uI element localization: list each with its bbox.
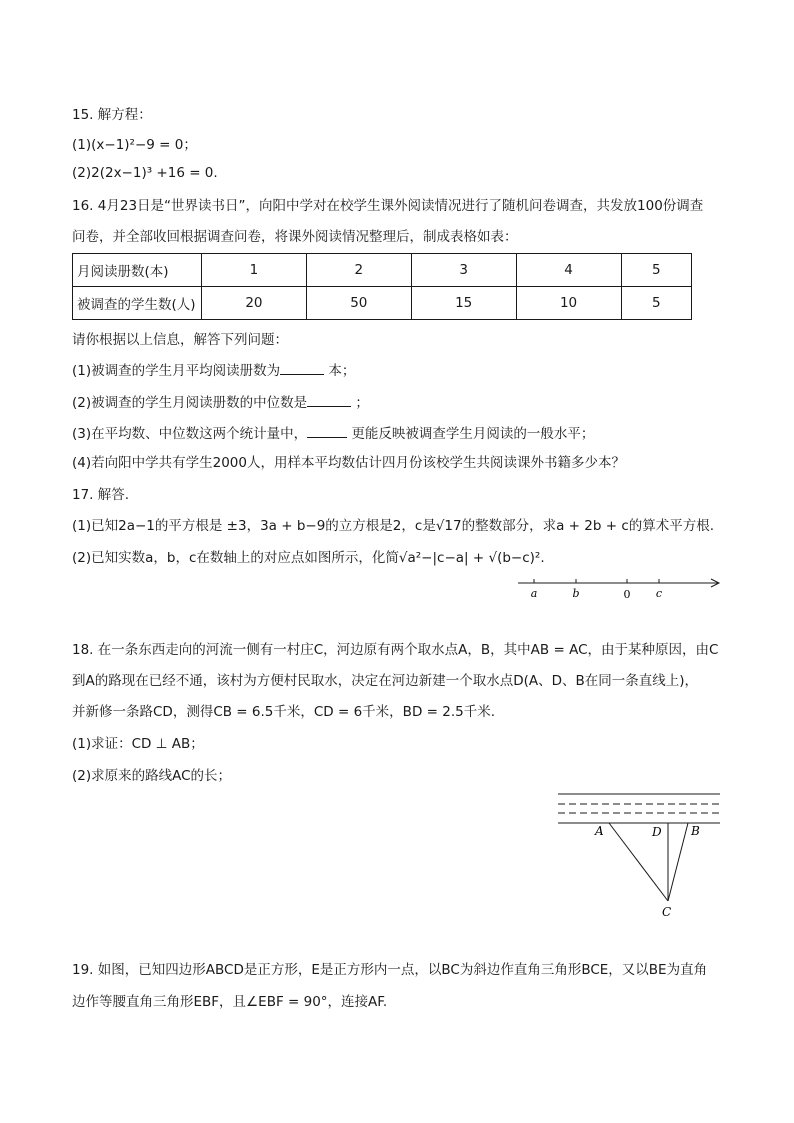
q15-part2: (2)2(2x−1)³ +16 = 0. <box>72 165 218 181</box>
q17-part2: (2)已知实数a，b，c在数轴上的对应点如图所示，化简√a²−|c−a| + √(b−c)². <box>72 550 545 566</box>
answer-blank <box>307 423 347 438</box>
table-cell: 1 <box>202 254 307 287</box>
answer-blank <box>307 392 351 407</box>
q18-line2: 到A的路现在已经不通，该村为方便村民取水，决定在河边新建一个取水点D(A、D、B在同一条直线上)， <box>72 673 699 689</box>
label-c: c <box>655 587 663 600</box>
table-cell: 20 <box>202 287 307 320</box>
q18-line3: 并新修一条路CD，测得CB = 6.5千米，CD = 6千米，BD = 2.5千米. <box>72 704 495 720</box>
point-c-label: C <box>662 905 672 919</box>
q16-part2-tail: ； <box>351 395 369 411</box>
table-cell: 4 <box>516 254 621 287</box>
river-figure <box>550 788 730 923</box>
table-row-label: 被调查的学生数(人) <box>73 287 202 320</box>
q18-part1: (1)求证：CD ⊥ AB； <box>72 736 204 752</box>
q17-title: 17. 解答. <box>72 487 130 503</box>
q16-part3 <box>72 423 594 444</box>
q16-part2 <box>72 392 369 413</box>
q19-line2: 边作等腰直角三角形EBF，且∠EBF = 90°，连接AF. <box>72 994 388 1010</box>
answer-blank <box>280 360 324 375</box>
q15-title: 15. 解方程： <box>72 107 152 123</box>
q15-part1: (1)(x−1)²−9 = 0； <box>72 137 197 153</box>
reading-survey-table <box>72 253 692 320</box>
table-cell: 10 <box>516 287 621 320</box>
number-line-figure <box>510 572 730 604</box>
q16-part2-text: (2)被调查的学生月阅读册数的中位数是 <box>72 395 308 411</box>
table-cell: 15 <box>411 287 516 320</box>
q16-part1 <box>72 360 355 381</box>
table-cell: 5 <box>621 287 692 320</box>
table-cell: 5 <box>621 254 692 287</box>
label-a: a <box>530 587 538 600</box>
segment-bc <box>668 823 688 901</box>
q17-part1: (1)已知2a−1的平方根是 ±3，3a + b−9的立方根是2，c是√17的整数部分，求a + 2b + c的算术平方根. <box>72 518 715 534</box>
q18-line1: 18. 在一条东西走向的河流一侧有一村庄C，河边原有两个取水点A，B，其中AB = AC，由于某种原因，由C <box>72 642 719 658</box>
q16-part1-tail: 本； <box>324 363 356 379</box>
point-a-label: A <box>595 824 604 838</box>
q19-line1: 19. 如图，已知四边形ABCD是正方形，E是正方形内一点，以BC为斜边作直角三角形BCE，又以BE为直角 <box>72 962 708 978</box>
point-b-label: B <box>691 824 700 838</box>
label-b: b <box>572 587 580 600</box>
q16-part3-text: (3)在平均数、中位数这两个统计量中， <box>72 426 308 442</box>
table-row-label: 月阅读册数(本) <box>73 254 202 287</box>
label-zero: 0 <box>623 588 631 601</box>
q16-part1-text: (1)被调查的学生月平均阅读册数为 <box>72 363 281 379</box>
point-d-label: D <box>652 825 662 839</box>
table-cell: 50 <box>306 287 411 320</box>
q16-part4: (4)若向阳中学共有学生2000人，用样本平均数估计四月份该校学生共阅读课外书籍多少本？ <box>72 455 625 471</box>
q16-prompt: 请你根据以上信息，解答下列问题： <box>72 332 288 348</box>
table-row <box>73 254 692 287</box>
q16-intro-line1: 16. 4月23日是“世界读书日”，向阳中学对在校学生课外阅读情况进行了随机问卷调查，共发放100份调查 <box>72 198 704 214</box>
table-cell: 3 <box>411 254 516 287</box>
table-cell: 2 <box>306 254 411 287</box>
table-row <box>73 287 692 320</box>
q18-part2: (2)求原来的路线AC的长； <box>72 768 232 784</box>
q16-intro-line2: 问卷，并全部收回根据调查问卷，将课外阅读情况整理后，制成表格如表： <box>72 229 518 245</box>
q16-part3-tail: 更能反映被调查学生月阅读的一般水平； <box>347 426 595 442</box>
